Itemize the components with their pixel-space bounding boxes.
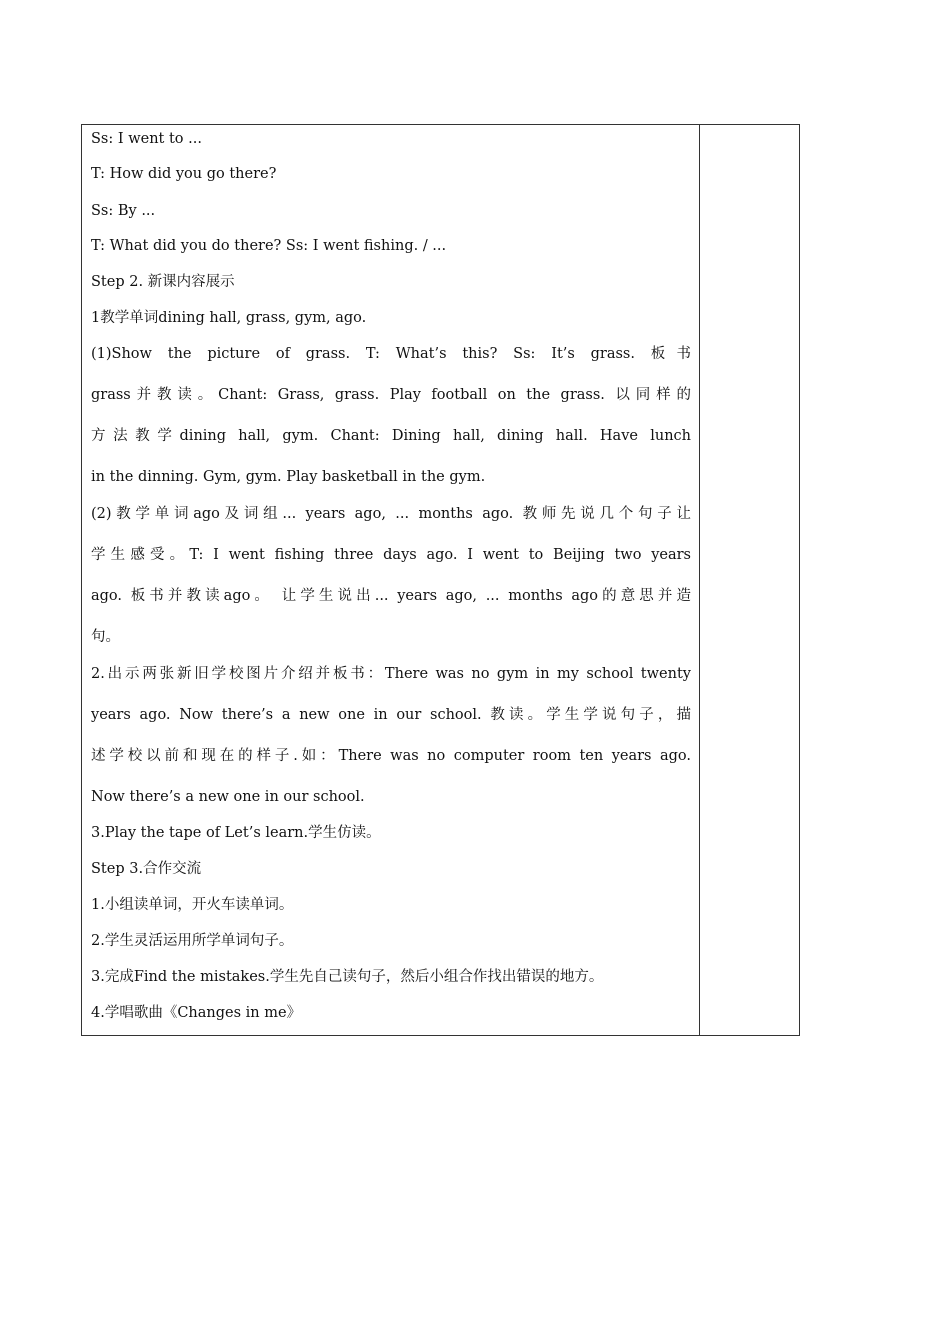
text-line: Ss: I went to ... (91, 131, 202, 147)
text-line: (1)Show the picture of grass. T: What’s this? Ss: It’s grass. 板书 (91, 346, 691, 362)
text-line: 1.小组读单词，开火车读单词。 (91, 897, 294, 913)
text-line: 方法教学dining hall, gym. Chant: Dining hall, dining hall. Have lunch (91, 428, 691, 444)
text-line: 1教学单词dining hall, grass, gym, ago. (91, 310, 367, 326)
text-line: in the dinning. Gym, gym. Play basketball in the gym. (91, 469, 486, 485)
text-line: years ago. Now there’s a new one in our school. 教读。学生学说句子，描 (91, 707, 691, 723)
text-line: 3.Play the tape of Let’s learn.学生仿读。 (91, 825, 381, 841)
step-heading: Step 3.合作交流 (91, 861, 202, 877)
text-line: T: What did you do there? Ss: I went fishing. / ... (91, 238, 447, 254)
text-line: 述学校以前和现在的样子.如：There was no computer room ten years ago. (91, 748, 691, 764)
text-line: 3.完成Find the mistakes.学生先自己读句子，然后小组合作找出错误的地方。 (91, 969, 604, 985)
lesson-table (81, 124, 800, 1036)
column-divider (699, 125, 700, 1035)
text-line: 2.学生灵活运用所学单词句子。 (91, 933, 294, 949)
text-line: 4.学唱歌曲《Changes in me》 (91, 1005, 302, 1021)
text-line: ago. 板书并教读ago。 让学生说出... years ago, ... months ago的意思并造 (91, 588, 691, 604)
text-line: grass并教读。Chant: Grass, grass. Play football on the grass. 以同样的 (91, 387, 691, 403)
text-line: (2)教学单词ago及词组... years ago, ... months ago. 教师先说几个句子让 (91, 506, 691, 522)
step-heading: Step 2. 新课内容展示 (91, 274, 235, 290)
text-line: Now there’s a new one in our school. (91, 789, 365, 805)
text-line: 2.出示两张新旧学校图片介绍并板书：There was no gym in my school twenty (91, 666, 691, 682)
text-line: 学生感受。T: I went fishing three days ago. I went to Beijing two years (91, 547, 691, 563)
text-line: T: How did you go there? (91, 166, 277, 182)
text-line: Ss: By ... (91, 203, 156, 219)
text-line: 句。 (91, 629, 120, 645)
